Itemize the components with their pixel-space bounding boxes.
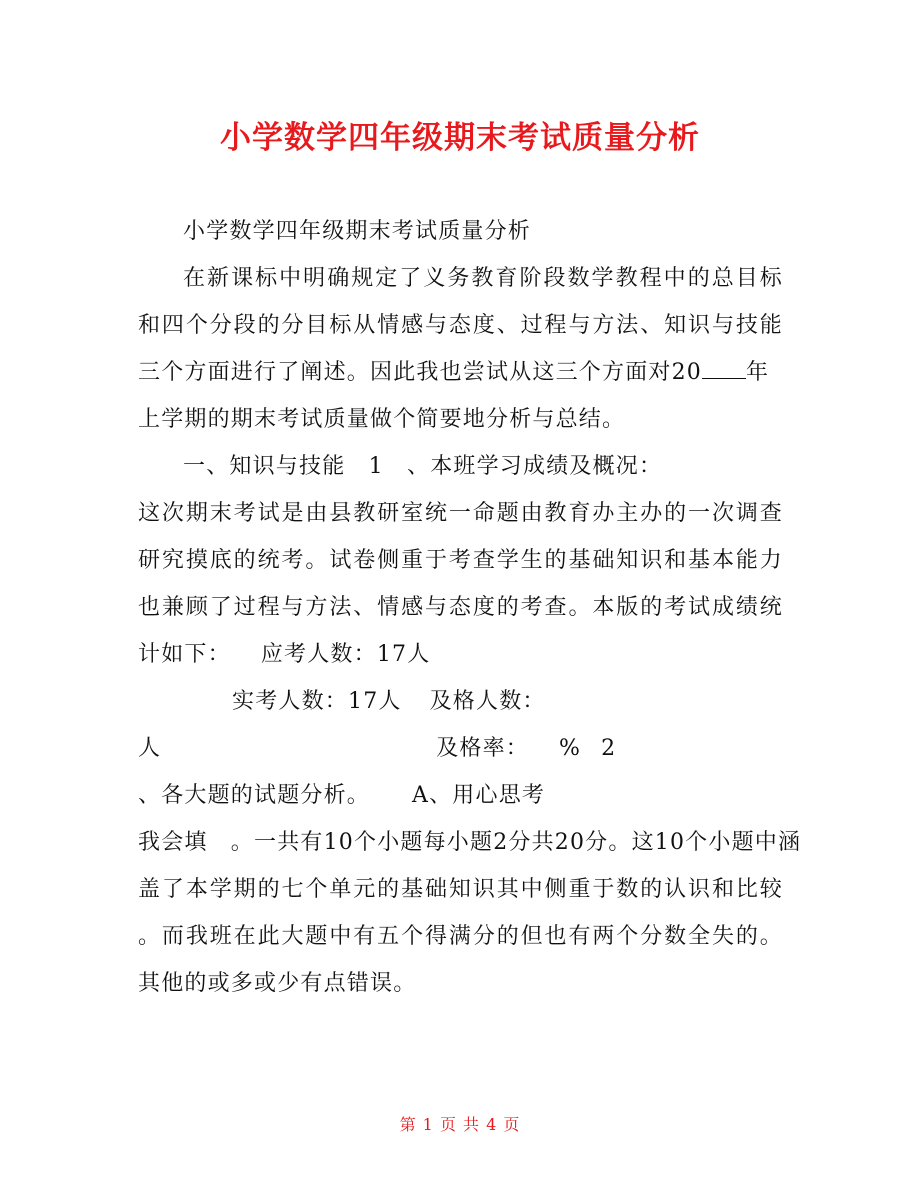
fill-in-blank — [702, 360, 746, 379]
paragraph-line — [138, 640, 430, 670]
paragraph-line: 研究摸底的统考。试卷侧重于考查学生的基础知识和基本能力 — [138, 548, 783, 573]
section-heading: 一、知识与技能 1 、本班学习成绩及概况： — [183, 454, 663, 479]
paragraph-line: 小学数学四年级期末考试质量分析 — [183, 219, 532, 244]
paragraph-line: 我会填 。一共有10个小题每小题2分共20分。这10个小题中涵 — [138, 830, 802, 855]
paragraph-line — [138, 358, 769, 388]
subsection-heading: A、用心思考 — [412, 783, 546, 808]
page-footer: 第 1 页 共 4 页 — [399, 1115, 521, 1134]
stat-pass-count: 及格人数： — [429, 689, 546, 714]
paragraph-text: 人 — [138, 736, 162, 761]
section-heading: 、各大题的试题分析。 — [138, 783, 371, 808]
percent-sign: % — [559, 736, 582, 761]
paragraph-line — [138, 734, 616, 764]
paragraph-line: 也兼顾了过程与方法、情感与态度的考查。本版的考试成绩统 — [138, 595, 783, 620]
stat-actual-count: 实考人数：17人 — [232, 689, 402, 714]
paragraph-line — [138, 781, 545, 811]
paragraph-line: 。而我班在此大题中有五个得满分的但也有两个分数全失的。 — [138, 924, 783, 949]
paragraph-line — [232, 687, 546, 717]
paragraph-text: 三个方面进行了阐述。因此我也尝试从这三个方面对20 — [138, 360, 702, 385]
paragraph-line: 在新课标中明确规定了义务教育阶段数学教程中的总目标 — [183, 266, 783, 291]
paragraph-line: 盖了本学期的七个单元的基础知识其中侧重于数的认识和比较 — [138, 877, 783, 902]
paragraph-line: 上学期的期末考试质量做个简要地分析与总结。 — [138, 407, 626, 432]
paragraph-text: 年 — [746, 360, 770, 385]
stat-pass-rate: 及格率： — [436, 736, 530, 761]
paragraph-line: 这次期末考试是由县教研室统一命题由教育办主办的一次调查 — [138, 501, 783, 526]
paragraph-line: 其他的或多或少有点错误。 — [138, 971, 417, 996]
list-number: 2 — [601, 736, 617, 761]
paragraph-text: 计如下： — [138, 642, 231, 667]
paragraph-line: 和四个分段的分目标从情感与态度、过程与方法、知识与技能 — [138, 313, 783, 338]
document-title: 小学数学四年级期末考试质量分析 — [220, 120, 700, 156]
stat-expected-count: 应考人数：17人 — [260, 642, 431, 667]
